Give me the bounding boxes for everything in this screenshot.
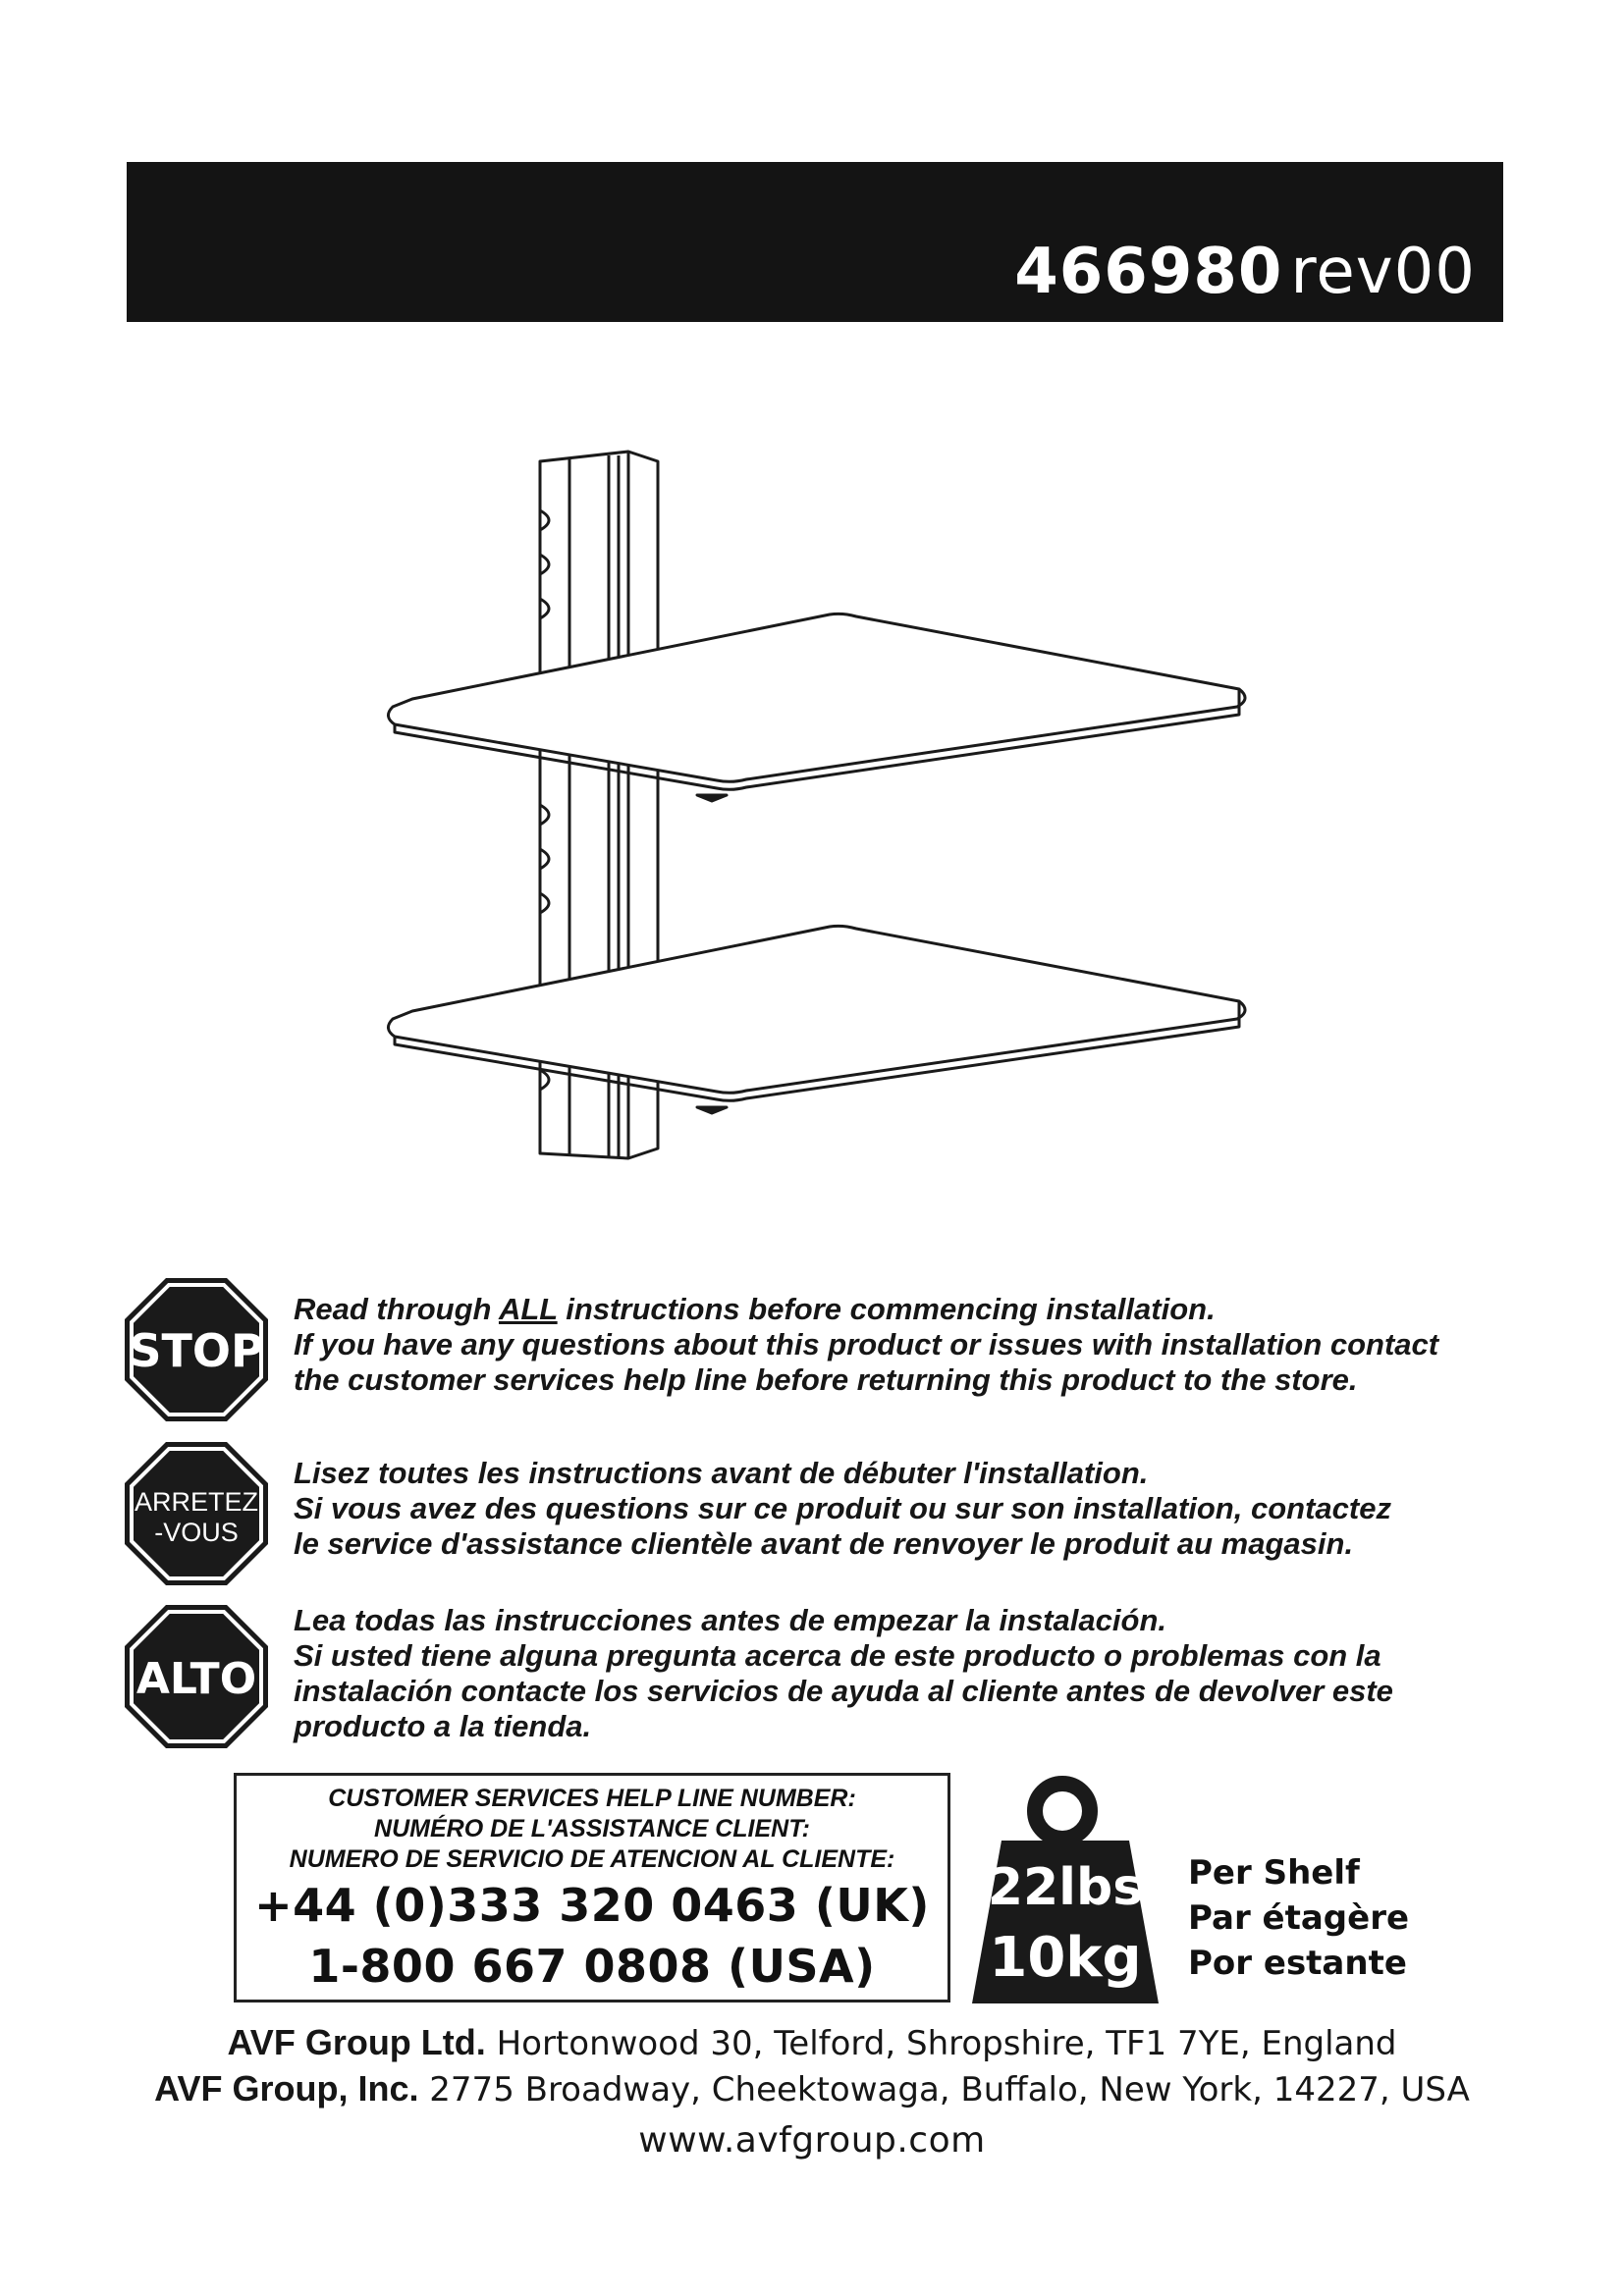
warning-line: the customer services help line before returning this product to the store. <box>294 1362 1358 1397</box>
warning-text-spanish <box>294 1603 1393 1744</box>
company-info <box>0 2020 1624 2163</box>
warning-text-french <box>294 1456 1391 1562</box>
warning-line <box>294 1292 1438 1327</box>
warning-emphasis: ALL <box>498 1292 558 1326</box>
helpline-box <box>234 1773 950 2002</box>
helpline-title-spanish: NUMERO DE SERVICIO DE ATENCION AL CLIENTE: <box>289 1845 895 1873</box>
helpline-title-french: NUMÉRO DE L'ASSISTANCE CLIENT: <box>374 1815 810 1842</box>
per-shelf-french: Par étagère <box>1188 1898 1410 1938</box>
alto-sign-label: ALTO <box>135 1654 257 1704</box>
upper-shelf <box>388 614 1245 801</box>
warning-text: instructions before commencing installation. <box>557 1292 1216 1326</box>
warning-text: Read through <box>294 1292 499 1326</box>
wall-shelf-illustration <box>373 442 1257 1188</box>
alto-sign-icon <box>123 1603 270 1750</box>
warning-line: instalación contacte los servicios de ayuda al cliente antes de devolver este <box>294 1674 1393 1708</box>
stop-sign-icon <box>123 1276 270 1423</box>
header-bar <box>127 162 1503 322</box>
weight-per-shelf <box>1188 1850 1409 1986</box>
warning-line: Lea todas las instrucciones antes de empezar la instalación. <box>294 1603 1166 1637</box>
document-number: 466980 <box>1014 236 1283 308</box>
per-shelf-english: Per Shelf <box>1188 1853 1360 1893</box>
company-uk-address: Hortonwood 30, Telford, Shropshire, TF1 7YE, England <box>485 2024 1397 2063</box>
weight-kg: 10kg <box>989 1926 1142 1990</box>
document-code <box>1014 236 1476 308</box>
stop-sign-label: STOP <box>129 1324 264 1377</box>
company-us <box>0 2066 1624 2112</box>
warning-line: Lisez toutes les instructions avant de débuter l'installation. <box>294 1456 1149 1490</box>
warning-line: If you have any questions about this product or issues with installation contact <box>294 1327 1439 1362</box>
warning-line: Si usted tiene alguna pregunta acerca de este producto o problemas con la <box>294 1638 1381 1673</box>
helpline-phone-uk: +44 (0)333 320 0463 (UK) <box>254 1879 930 1932</box>
warning-text-english <box>294 1292 1438 1398</box>
company-us-name: AVF Group, Inc. <box>154 2068 419 2109</box>
company-us-address: 2775 Broadway, Cheektowaga, Buffalo, New York, 14227, USA <box>418 2070 1470 2109</box>
helpline-title-english: CUSTOMER SERVICES HELP LINE NUMBER: <box>328 1785 856 1812</box>
company-website: www.avfgroup.com <box>638 2120 986 2161</box>
arretez-sign-label-1: ARRETEZ <box>134 1487 259 1517</box>
helpline-phone-usa: 1-800 667 0808 (USA) <box>308 1940 876 1993</box>
lower-shelf <box>388 926 1245 1113</box>
document-revision: rev00 <box>1290 236 1476 308</box>
arretez-sign-label-2: -VOUS <box>154 1518 239 1547</box>
per-shelf-spanish: Por estante <box>1188 1944 1407 1983</box>
arretez-sign-icon <box>123 1440 270 1587</box>
weight-lbs: 22lbs <box>987 1858 1144 1917</box>
warning-line: Si vous avez des questions sur ce produit ou sur son installation, contactez <box>294 1491 1391 1525</box>
weight-icon <box>972 1772 1168 2007</box>
warning-line: producto a la tienda. <box>294 1709 592 1743</box>
company-uk <box>0 2020 1624 2066</box>
company-uk-name: AVF Group Ltd. <box>227 2022 486 2062</box>
warning-line: le service d'assistance clientèle avant de renvoyer le produit au magasin. <box>294 1526 1354 1561</box>
